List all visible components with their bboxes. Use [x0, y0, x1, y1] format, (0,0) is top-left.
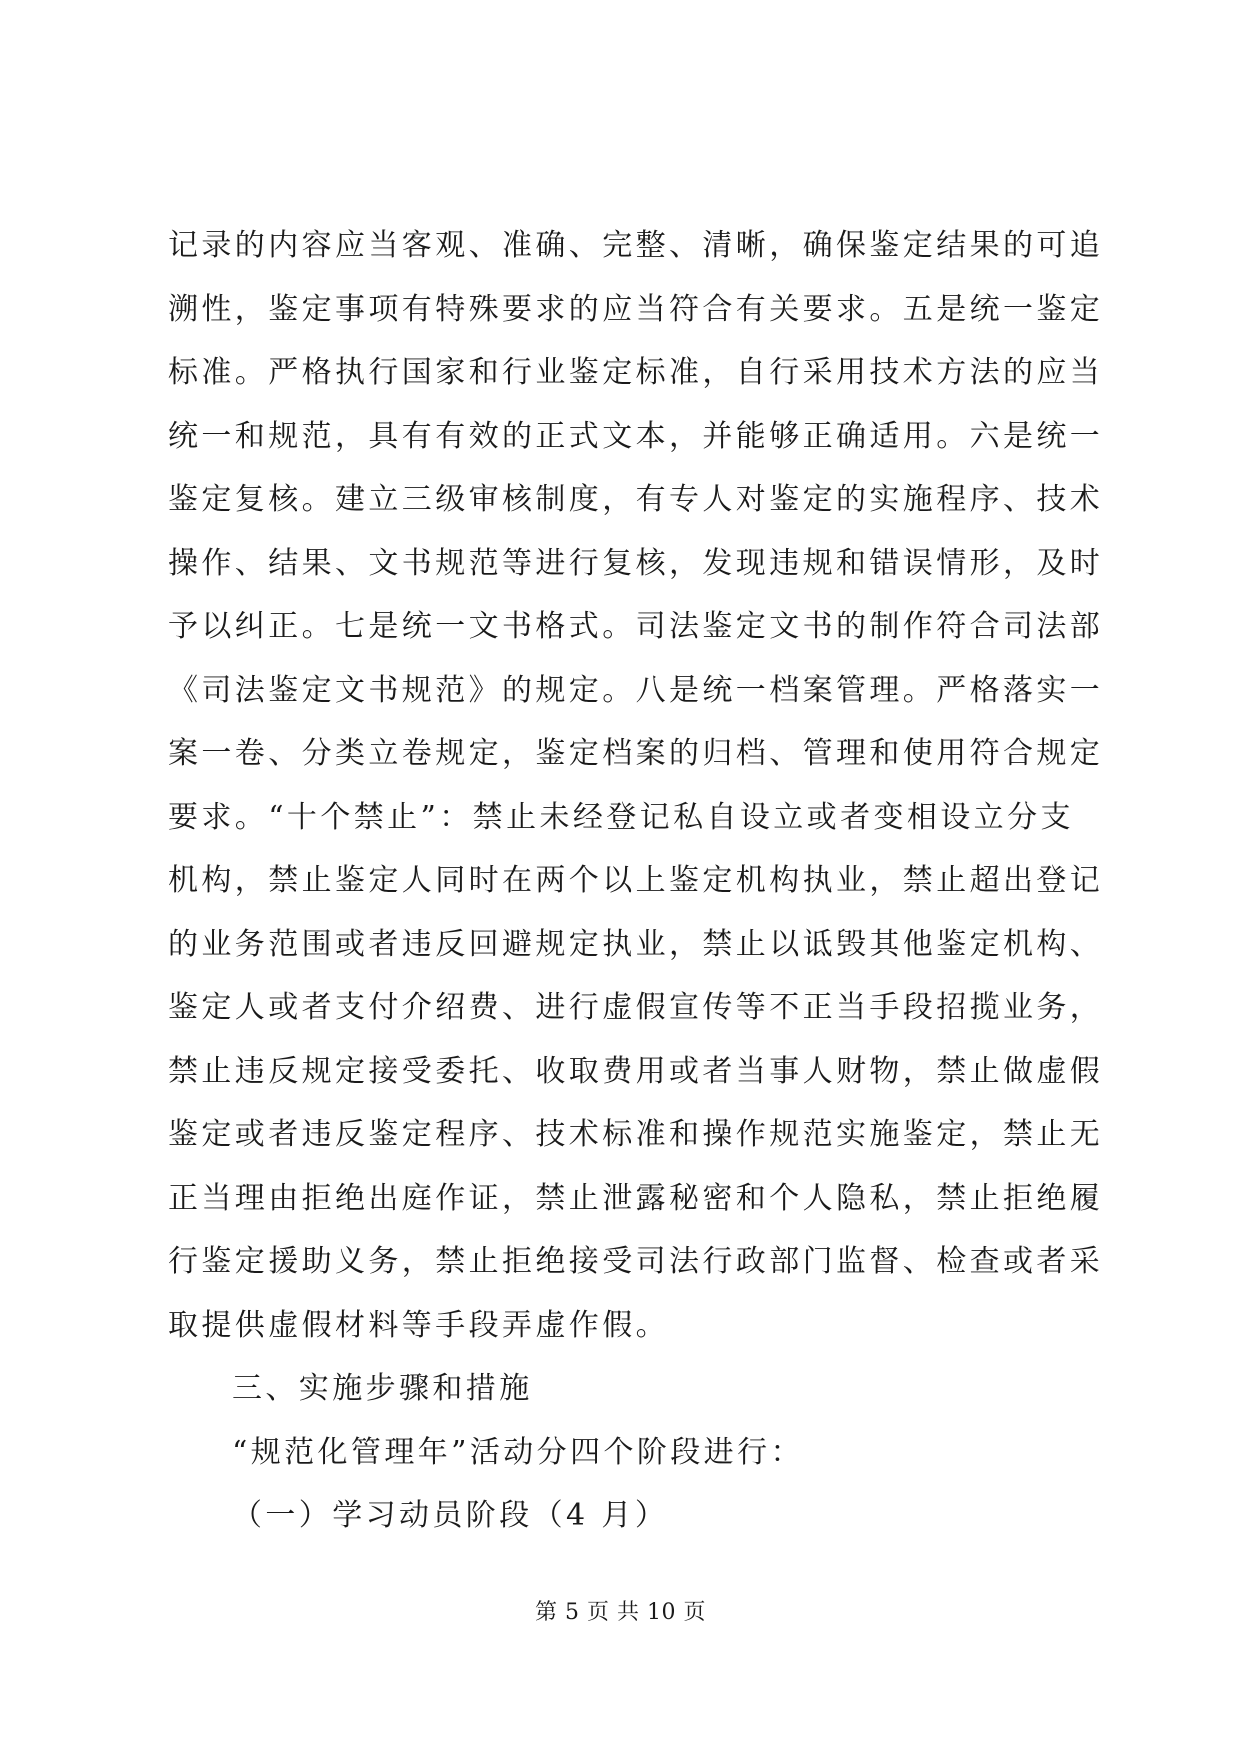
text-line: 禁止违反规定接受委托、收取费用或者当事人财物，禁止做虚假 — [168, 1053, 1104, 1089]
text-line: 正当理由拒绝出庭作证，禁止泄露秘密和个人隐私，禁止拒绝履 — [168, 1180, 1104, 1216]
text-line: 行鉴定援助义务，禁止拒绝接受司法行政部门监督、检查或者采 — [168, 1244, 1104, 1279]
text-line: 操作、结果、文书规范等进行复核，发现违规和错误情形，及时 — [168, 545, 1104, 581]
text-line: 予以纠正。七是统一文书格式。司法鉴定文书的制作符合司法部 — [168, 609, 1104, 644]
text-line: 的业务范围或者违反回避规定执业，禁止以诋毁其他鉴定机构、 — [168, 926, 1104, 962]
section-heading: 三、实施步骤和措施 — [232, 1371, 533, 1406]
page-number: 第 5 页 共 10 页 — [535, 1600, 706, 1625]
text-line: 溯性，鉴定事项有特殊要求的应当符合有关要求。五是统一鉴定 — [168, 291, 1104, 327]
text-line: 要求。“十个禁止”：禁止未经登记私自设立或者变相设立分支 — [168, 799, 1074, 835]
body-text — [168, 226, 1104, 1560]
text-line: “规范化管理年”活动分四个阶段进行： — [232, 1434, 804, 1470]
text-line: 取提供虚假材料等手段弄虚作假。 — [168, 1307, 669, 1343]
text-line: 统一和规范，具有有效的正式文本，并能够正确适用。六是统一 — [168, 418, 1104, 454]
text-line: 鉴定或者违反鉴定程序、技术标准和操作规范实施鉴定，禁止无 — [168, 1117, 1104, 1152]
text-line: 记录的内容应当客观、准确、完整、清晰，确保鉴定结果的可追 — [168, 228, 1104, 263]
subsection-heading: （一）学习动员阶段（4 月） — [232, 1498, 669, 1533]
text-line: 《司法鉴定文书规范》的规定。八是统一档案管理。严格落实一 — [168, 672, 1104, 708]
text-line: 机构，禁止鉴定人同时在两个以上鉴定机构执业，禁止超出登记 — [168, 863, 1104, 898]
text-line: 鉴定人或者支付介绍费、进行虚假宣传等不正当手段招揽业务， — [168, 990, 1104, 1025]
text-line: 鉴定复核。建立三级审核制度，有专人对鉴定的实施程序、技术 — [168, 482, 1104, 517]
text-line: 标准。严格执行国家和行业鉴定标准，自行采用技术方法的应当 — [168, 355, 1104, 390]
text-line: 案一卷、分类立卷规定，鉴定档案的归档、管理和使用符合规定 — [168, 736, 1104, 771]
page-footer — [0, 1598, 1241, 1628]
